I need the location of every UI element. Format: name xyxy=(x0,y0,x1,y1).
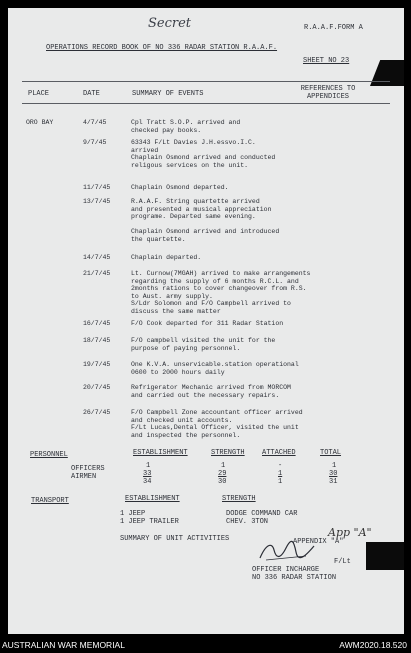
personnel-total-attached: 1 xyxy=(278,478,283,486)
personnel-row-airmen-label: AIRMEN xyxy=(71,473,97,481)
event-date: 9/7/45 xyxy=(83,139,107,146)
event-summary-line: One K.V.A. unservicable.station operational xyxy=(131,361,299,368)
transport-strength-item: CHEV. 3TON xyxy=(226,518,269,526)
index-tab-bottom xyxy=(366,542,404,570)
classification-stamp: Secret xyxy=(148,16,192,31)
personnel-airmen-establishment: 33 xyxy=(143,470,152,478)
col-header-place: PLACE xyxy=(28,90,50,98)
personnel-airmen-total: 30 xyxy=(329,470,338,478)
event-summary-line: S/Ldr Solomon and F/O Campbell arrived to xyxy=(131,300,291,307)
event-summary-line: and checked unit accounts. xyxy=(131,416,233,424)
signature-station-line: NO 336 RADAR STATION xyxy=(252,574,337,582)
event-date: 26/7/45 xyxy=(83,409,111,416)
document-page xyxy=(8,8,404,634)
event-summary-line: F/O Cook departed for 311 Radar Station xyxy=(131,320,284,327)
transport-establishment-item: 1 JEEP TRAILER xyxy=(120,518,179,526)
personnel-officers-attached: - xyxy=(278,462,283,470)
col-header-summary: SUMMARY OF EVENTS xyxy=(132,90,204,98)
event-summary-line: 0600 to 2000 hours daily xyxy=(131,368,225,376)
personnel-header-attached: ATTACHED xyxy=(262,449,296,457)
event-summary-line: 2months rations to cover changeover from R.S. xyxy=(131,285,307,292)
event-summary-line: checked pay books. xyxy=(131,126,202,134)
top-rule xyxy=(22,81,390,82)
event-summary-line: F/O Campbell Zone accountant officer arrived xyxy=(131,409,303,416)
transport-header-establishment: ESTABLISHMENT xyxy=(125,495,180,503)
personnel-header-strength: STRENGTH xyxy=(211,449,245,457)
event-summary xyxy=(131,198,393,243)
summary-of-activities: SUMMARY OF UNIT ACTIVITIES xyxy=(120,535,230,543)
event-summary xyxy=(131,139,393,169)
handwritten-appendix-note: App "A" xyxy=(328,526,372,539)
form-label: R.A.A.F.FORM A xyxy=(304,24,363,32)
event-summary-line: discuss the same matter xyxy=(131,307,221,315)
caption-left: AUSTRALIAN WAR MEMORIAL xyxy=(2,640,125,650)
event-summary-line: religous services on the unit. xyxy=(131,161,249,169)
event-summary-line: Refrigerator Mechanic arrived from MORCOM xyxy=(131,384,291,391)
caption-right: AWM2020.18.520 xyxy=(339,640,407,650)
event-date: 16/7/45 xyxy=(83,320,111,327)
event-summary-line: F/Lt Lucas,Dental Officer, visited the unit xyxy=(131,424,299,431)
col-header-date: DATE xyxy=(83,90,100,98)
event-summary xyxy=(131,320,393,328)
event-summary-line: regarding the supply of 6 months R.C.L. and xyxy=(131,277,299,285)
event-date: 14/7/45 xyxy=(83,254,111,261)
event-summary-line: the quartette. xyxy=(131,235,186,243)
event-date: 20/7/45 xyxy=(83,384,111,391)
personnel-officers-strength: 1 xyxy=(221,462,226,470)
event-summary-line: and presented a musical appreciation xyxy=(131,205,272,213)
event-summary-line: purpose of paying personnel. xyxy=(131,344,241,352)
event-summary-line: 63343 F/Lt Davies J.H.essvo.I.C. xyxy=(131,139,256,146)
event-date: 11/7/45 xyxy=(83,184,111,191)
event-summary xyxy=(131,361,393,376)
event-summary xyxy=(131,384,393,399)
personnel-row-officers-label: OFFICERS xyxy=(71,465,105,473)
event-summary-line: Chaplain Osmond departed. xyxy=(131,184,229,191)
transport-title: TRANSPORT xyxy=(31,497,69,505)
col-header-references: REFERENCES TO APPENDICES xyxy=(300,85,356,101)
event-summary xyxy=(131,270,393,315)
record-book-title: OPERATIONS RECORD BOOK OF NO 336 RADAR STATION R.A.A.F. xyxy=(46,44,278,52)
event-date: 13/7/45 xyxy=(83,198,111,205)
event-summary-line: Cpl Tratt S.O.P. arrived and xyxy=(131,119,241,126)
personnel-header-total: TOTAL xyxy=(320,449,342,457)
personnel-total-total: 31 xyxy=(329,478,338,486)
event-summary-line: arrived xyxy=(131,146,159,154)
event-summary-line: programe. Departed same evening. xyxy=(131,213,256,220)
event-summary-line: Lt. Curnow(7MGAH) arrived to make arrangements xyxy=(131,270,311,277)
transport-strength-item: DODGE COMMAND CAR xyxy=(226,510,298,518)
personnel-officers-establishment: 1 xyxy=(146,462,151,470)
event-summary-line: Chaplain departed. xyxy=(131,254,202,261)
event-place: ORO BAY xyxy=(26,119,54,126)
event-date: 4/7/45 xyxy=(83,119,107,126)
index-tab-top xyxy=(370,60,404,86)
event-summary-line: Chaplain Osmond arrived and introduced xyxy=(131,228,280,235)
event-summary xyxy=(131,119,393,134)
signature-officer-line: OFFICER INCHARGE xyxy=(252,566,320,574)
event-summary-line: R.A.A.F. String quartette arrived xyxy=(131,198,260,205)
caption-bar xyxy=(0,636,411,653)
header-rule xyxy=(22,103,390,104)
signature-rank: F/Lt xyxy=(334,558,351,566)
event-summary xyxy=(131,337,393,352)
event-summary-line: Chaplain Osmond arrived and conducted xyxy=(131,154,276,161)
personnel-title: PERSONNEL xyxy=(30,451,68,459)
personnel-total-strength: 30 xyxy=(218,478,227,486)
sheet-number: SHEET NO 23 xyxy=(303,57,350,65)
event-summary-line xyxy=(131,221,393,229)
event-summary xyxy=(131,254,393,262)
personnel-airmen-attached: 1 xyxy=(278,470,283,478)
event-summary-line: and carried out the necessary repairs. xyxy=(131,391,280,399)
personnel-airmen-strength: 29 xyxy=(218,470,227,478)
personnel-header-establishment: ESTABLISHMENT xyxy=(133,449,188,457)
event-summary xyxy=(131,184,393,192)
signature xyxy=(256,538,318,564)
event-date: 21/7/45 xyxy=(83,270,111,277)
event-summary xyxy=(131,409,393,439)
event-summary-line: F/O campbell visited the unit for the xyxy=(131,337,276,344)
event-summary-line: and inspected the personnel. xyxy=(131,431,241,439)
appendix-label: APPENDIX "A" xyxy=(293,538,344,546)
transport-header-strength: STRENGTH xyxy=(222,495,256,503)
event-date: 19/7/45 xyxy=(83,361,111,368)
event-summary-line: to Aust. army supply. xyxy=(131,292,213,300)
personnel-total-establishment: 34 xyxy=(143,478,152,486)
personnel-officers-total: 1 xyxy=(332,462,337,470)
event-date: 18/7/45 xyxy=(83,337,111,344)
transport-establishment-item: 1 JEEP xyxy=(120,510,146,518)
